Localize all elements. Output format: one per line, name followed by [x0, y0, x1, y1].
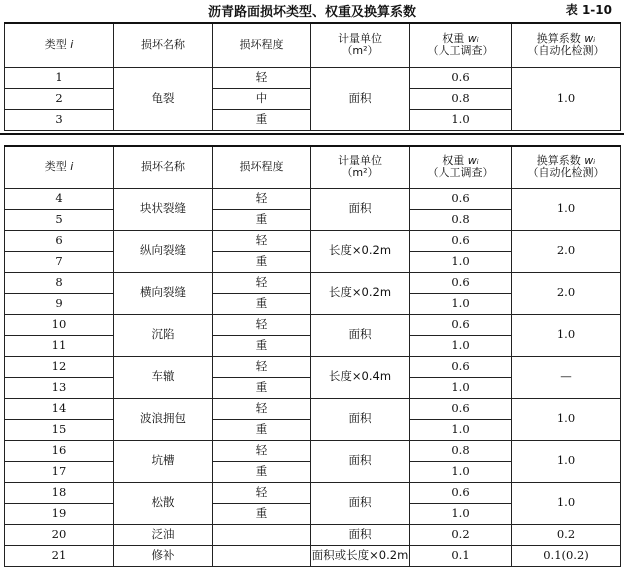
- cell-type: 9: [5, 293, 114, 314]
- cell-degree: 轻: [213, 188, 311, 209]
- table-lower: [4, 145, 621, 567]
- cell-unit: 面积: [311, 482, 410, 524]
- cell-type: 16: [5, 440, 114, 461]
- cell-damage-name: 横向裂缝: [114, 272, 213, 314]
- header-factor: 换算系数 wᵢ （自动化检测）: [512, 23, 621, 67]
- table-row: [5, 230, 621, 251]
- cell-unit: 面积: [311, 314, 410, 356]
- cell-weight: 0.6: [410, 230, 512, 251]
- cell-type: 4: [5, 188, 114, 209]
- cell-factor: 1.0: [512, 440, 621, 482]
- cell-degree: 轻: [213, 482, 311, 503]
- table-row: [5, 272, 621, 293]
- header-name: 损坏名称: [114, 23, 213, 67]
- cell-type: 7: [5, 251, 114, 272]
- table-row: [5, 524, 621, 545]
- table-upper: [4, 22, 621, 131]
- cell-weight: 0.8: [410, 440, 512, 461]
- cell-weight: 0.8: [410, 88, 512, 109]
- cell-weight: 1.0: [410, 503, 512, 524]
- cell-degree: 重: [213, 293, 311, 314]
- cell-weight: 0.8: [410, 209, 512, 230]
- cell-degree: 轻: [213, 314, 311, 335]
- cell-type: 1: [5, 67, 114, 88]
- cell-degree: 重: [213, 209, 311, 230]
- header-row: [5, 23, 621, 67]
- cell-factor: 1.0: [512, 67, 621, 130]
- cell-degree: [213, 524, 311, 545]
- cell-weight: 0.6: [410, 482, 512, 503]
- cell-degree: 重: [213, 109, 311, 130]
- cell-factor: 1.0: [512, 482, 621, 524]
- cell-damage-name: 沉陷: [114, 314, 213, 356]
- cell-weight: 0.6: [410, 314, 512, 335]
- header-unit: 计量单位 （m²）: [311, 23, 410, 67]
- cell-damage-name: 修补: [114, 545, 213, 566]
- header-factor: 换算系数 wᵢ （自动化检测）: [512, 146, 621, 188]
- cell-damage-name: 泛油: [114, 524, 213, 545]
- cell-type: 13: [5, 377, 114, 398]
- cell-weight: 0.6: [410, 398, 512, 419]
- cell-weight: 1.0: [410, 335, 512, 356]
- cell-factor: 1.0: [512, 188, 621, 230]
- header-unit: 计量单位 （m²）: [311, 146, 410, 188]
- cell-type: 18: [5, 482, 114, 503]
- cell-weight: 1.0: [410, 251, 512, 272]
- header-type: 类型 i: [5, 23, 114, 67]
- header-weight: 权重 wᵢ （人工调查）: [410, 23, 512, 67]
- cell-unit: 长度×0.2m: [311, 230, 410, 272]
- cell-degree: 重: [213, 335, 311, 356]
- header-row: [5, 146, 621, 188]
- cell-type: 12: [5, 356, 114, 377]
- cell-degree: 轻: [213, 440, 311, 461]
- table-row: [5, 440, 621, 461]
- cell-weight: 0.6: [410, 272, 512, 293]
- cell-damage-name: 车辙: [114, 356, 213, 398]
- table-row: [5, 398, 621, 419]
- cell-unit: 面积: [311, 188, 410, 230]
- cell-unit: 面积: [311, 67, 410, 130]
- header-degree: 损坏程度: [213, 23, 311, 67]
- cell-degree: 重: [213, 377, 311, 398]
- cell-type: 2: [5, 88, 114, 109]
- table-row: [5, 356, 621, 377]
- table-row: [5, 188, 621, 209]
- header-type: 类型 i: [5, 146, 114, 188]
- header-weight: 权重 wᵢ （人工调查）: [410, 146, 512, 188]
- cell-weight: 0.6: [410, 356, 512, 377]
- header-name: 损坏名称: [114, 146, 213, 188]
- cell-damage-name: 块状裂缝: [114, 188, 213, 230]
- cell-weight: 1.0: [410, 109, 512, 130]
- title-row: [0, 0, 624, 22]
- cell-weight: 1.0: [410, 377, 512, 398]
- cell-weight: 1.0: [410, 419, 512, 440]
- cell-degree: 重: [213, 251, 311, 272]
- cell-factor: 2.0: [512, 272, 621, 314]
- cell-weight: 1.0: [410, 293, 512, 314]
- cell-type: 3: [5, 109, 114, 130]
- cell-type: 11: [5, 335, 114, 356]
- cell-degree: 轻: [213, 272, 311, 293]
- cell-degree: 轻: [213, 230, 311, 251]
- section-divider: [0, 133, 624, 135]
- cell-factor: 1.0: [512, 398, 621, 440]
- cell-unit: 面积: [311, 524, 410, 545]
- cell-factor: 0.2: [512, 524, 621, 545]
- cell-weight: 0.6: [410, 188, 512, 209]
- cell-type: 5: [5, 209, 114, 230]
- cell-unit: 面积或长度×0.2m: [311, 545, 410, 566]
- cell-type: 6: [5, 230, 114, 251]
- cell-type: 15: [5, 419, 114, 440]
- cell-type: 17: [5, 461, 114, 482]
- cell-unit: 长度×0.4m: [311, 356, 410, 398]
- cell-damage-name: 波浪拥包: [114, 398, 213, 440]
- page-title: 沥青路面损坏类型、权重及换算系数: [207, 5, 416, 20]
- table-number: 表 1-10: [565, 3, 612, 17]
- cell-degree: 重: [213, 419, 311, 440]
- cell-weight: 0.2: [410, 524, 512, 545]
- header-degree: 损坏程度: [213, 146, 311, 188]
- cell-damage-name: 纵向裂缝: [114, 230, 213, 272]
- cell-type: 20: [5, 524, 114, 545]
- table-row: [5, 314, 621, 335]
- cell-factor: 1.0: [512, 314, 621, 356]
- cell-type: 8: [5, 272, 114, 293]
- cell-type: 19: [5, 503, 114, 524]
- table-row: [5, 482, 621, 503]
- cell-degree: 轻: [213, 67, 311, 88]
- cell-damage-name: 坑槽: [114, 440, 213, 482]
- cell-degree: 轻: [213, 398, 311, 419]
- cell-unit: 面积: [311, 440, 410, 482]
- cell-type: 10: [5, 314, 114, 335]
- cell-degree: [213, 545, 311, 566]
- table-row: [5, 67, 621, 88]
- cell-unit: 面积: [311, 398, 410, 440]
- cell-degree: 重: [213, 461, 311, 482]
- cell-weight: 0.6: [410, 67, 512, 88]
- cell-type: 21: [5, 545, 114, 566]
- cell-weight: 1.0: [410, 461, 512, 482]
- cell-degree: 轻: [213, 356, 311, 377]
- cell-factor: 2.0: [512, 230, 621, 272]
- cell-factor: —: [512, 356, 621, 398]
- cell-unit: 长度×0.2m: [311, 272, 410, 314]
- cell-factor: 0.1(0.2): [512, 545, 621, 566]
- cell-type: 14: [5, 398, 114, 419]
- cell-damage-name: 龟裂: [114, 67, 213, 130]
- cell-degree: 中: [213, 88, 311, 109]
- cell-damage-name: 松散: [114, 482, 213, 524]
- cell-degree: 重: [213, 503, 311, 524]
- table-row: [5, 545, 621, 566]
- cell-weight: 0.1: [410, 545, 512, 566]
